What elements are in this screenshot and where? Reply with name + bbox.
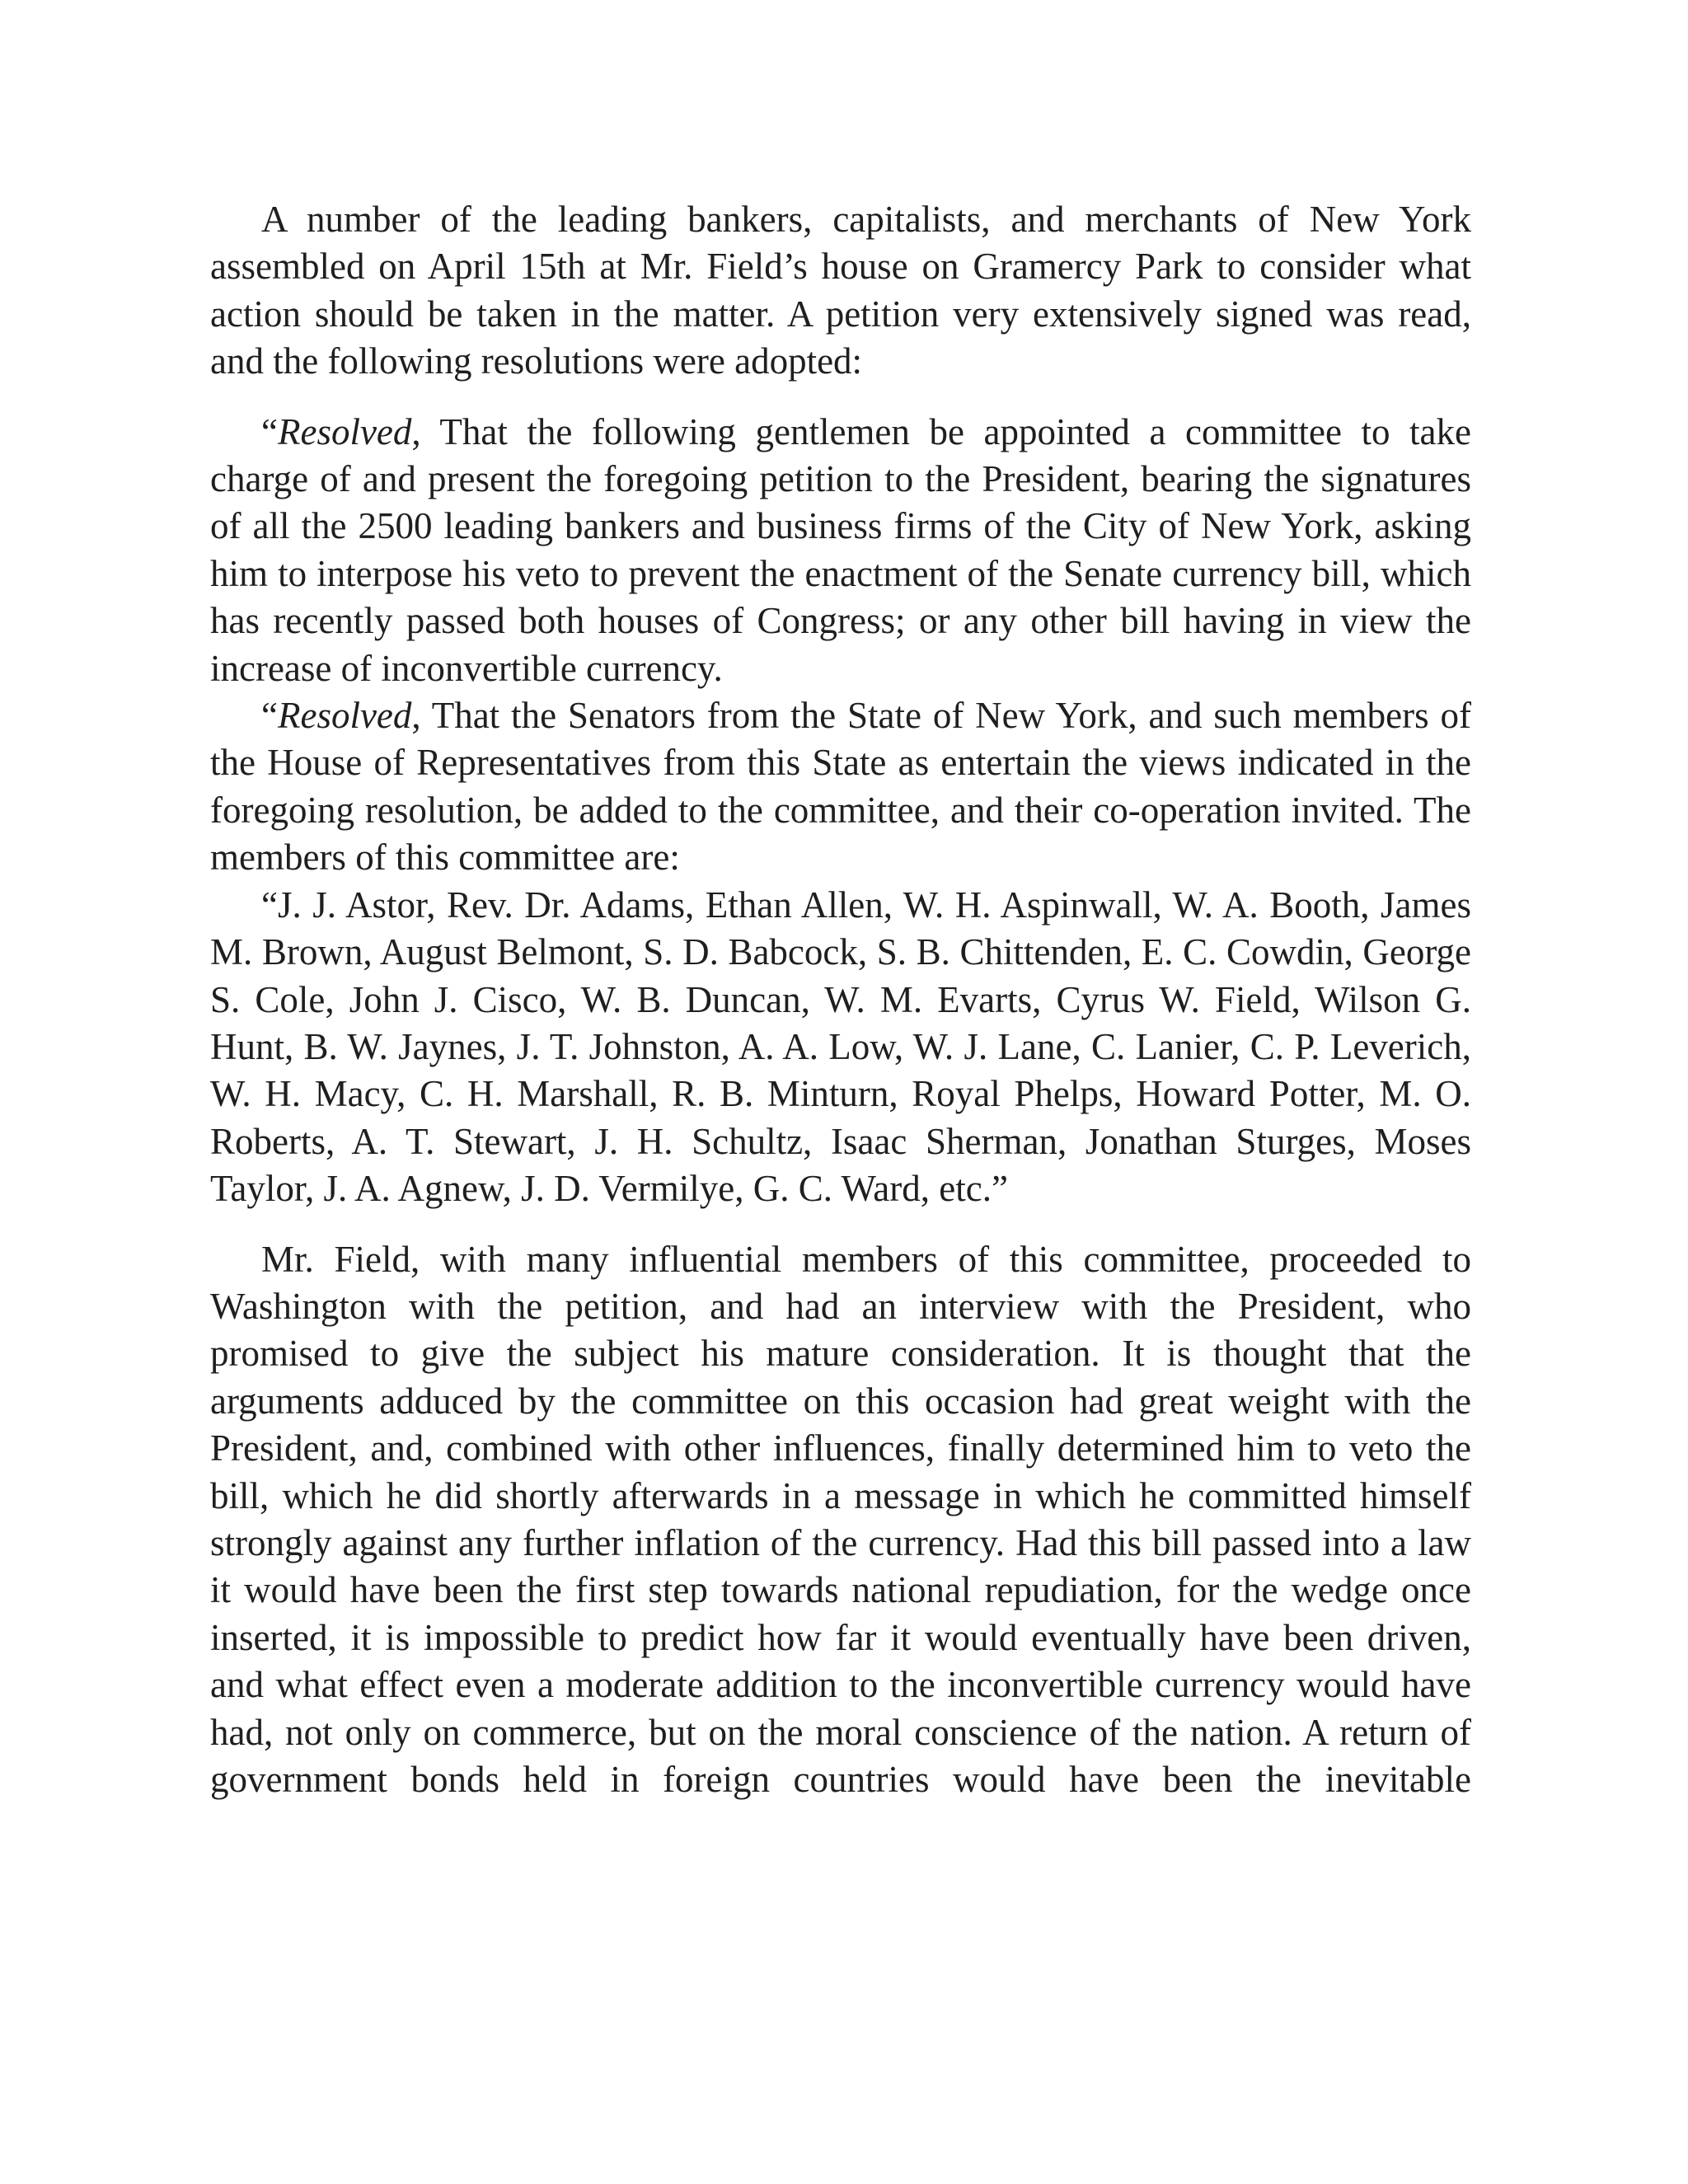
- open-quote: “: [261, 410, 278, 452]
- paragraph-washington-visit: Mr. Field, with many influential members of this committee, proceeded to Washington with the petition, and had an interview with the President, who promised to give the subject his mature consideration. It is thought that the arguments adduced by the committee on this occasion had great weight with the President, and, combined with other influences, finally determined him to veto the bill, which he did shortly afterwards in a message in which he committed himself strongly against any further inflation of the currency. Had this bill passed into a law it would have been the first step towards national repudiation, for the wedge once inserted, it is impossible to predict how far it would eventually have been driven, and what effect even a moderate addition to the inconvertible currency would have had, not only on commerce, but on the moral conscience of the nation. A return of government bonds held in foreign countries would have been the inevitable: [210, 1238, 1471, 1800]
- paragraph-second-resolution: [210, 692, 1471, 882]
- paragraph-meeting: A number of the leading bankers, capitalists, and merchants of New York assembled on April 15th at Mr. Field’s house on Gramercy Park to consider what action should be taken in the matter. A petition very extensively signed was read, and the following resolutions were adopted:: [210, 199, 1471, 382]
- resolved-label: Resolved: [277, 410, 412, 452]
- resolution-text: , That the following gentlemen be appointed a committee to take charge of and present the foregoing petition to the President, bearing the signatures of all the 2500 leading bankers and business firms of the City of New York, asking him to interpose his veto to prevent the enactment of the Senate currency bill, which has recently passed both houses of Congress; or any other bill having in view the increase of inconvertible currency.: [210, 410, 1471, 689]
- paragraph-first-resolution: [210, 409, 1471, 692]
- paragraph-committee-members: “J. J. Astor, Rev. Dr. Adams, Ethan Allen, W. H. Aspinwall, W. A. Booth, James M. Brown, August Belmont, S. D. Babcock, S. B. Chittenden, E. C. Cowdin, George S. Cole, John J. Cisco, W. B. Duncan, W. M. Evarts, Cyrus W. Field, Wilson G. Hunt, B. W. Jaynes, J. T. Johnston, A. A. Low, W. J. Lane, C. Lanier, C. P. Leverich, W. H. Macy, C. H. Marshall, R. B. Minturn, Royal Phelps, Howard Potter, M. O. Roberts, A. T. Stewart, J. H. Schultz, Isaac Sherman, Jonathan Sturges, Moses Taylor, J. A. Agnew, J. D. Vermilye, G. C. Ward, etc.”: [210, 883, 1471, 1210]
- resolution-text: , That the Senators from the State of New York, and such members of the House of Representatives from this State as entertain the views indicated in the foregoing resolution, be added to the committee, and their co-operation invited. The members of this committee are:: [210, 695, 1471, 879]
- open-quote: “: [261, 695, 278, 737]
- resolved-label: Resolved: [277, 695, 412, 737]
- page-body: [210, 196, 1471, 1803]
